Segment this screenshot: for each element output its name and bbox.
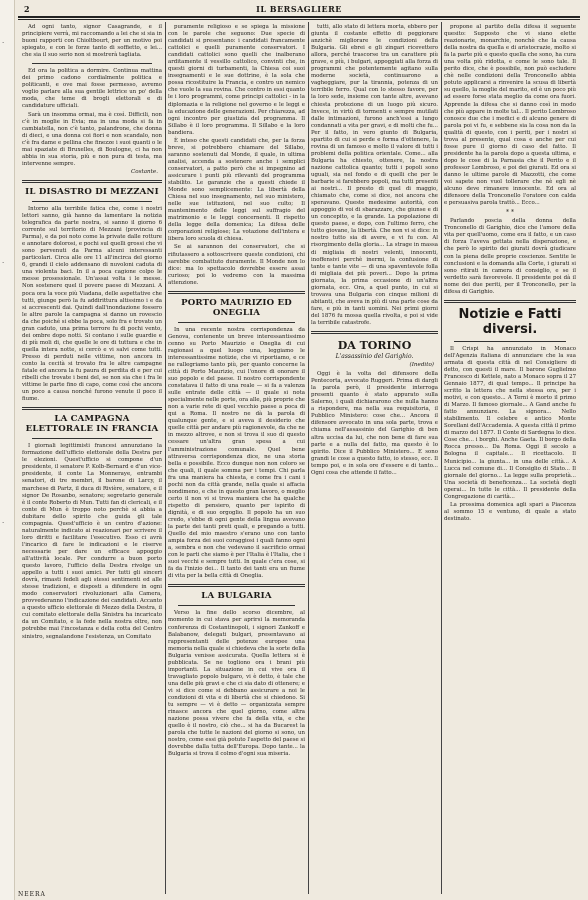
article-paragraph: La prossima domenica agli spari a Piacenza al sommo 15 e ventuno, di quale a stato destinato. bbox=[444, 501, 576, 522]
article-paragraph: I giornali legittimisti francesi annunziano la formazione dell'ufficio elettorale della Destra per le elezioni. Quest'ufficio si compone d'un presidente, il senatore P. Kolb-Bernard e d'un vice-presidente, il conte La Monneraye, entrambi senatori, di tre membri, il barone di Larcy, il marchese di Partz, il duca di Rivière, senatore, e il signor De Rosanbo, senatore; segretario generale è il conte Roberto di Mun. Tutti fan di clericali, e il conte di Mun è troppo noto perchè si abbia a dubitare dello spirito che guida gli tale compagnia. Quest'ufficio è un centro d'azione: naturalmente indicato ai reazionari per scrivere il loro diritti e facilitare l'esecutivo. Esso ci avrà l'incarico di fare le indicazioni e le riserve necessarie per dare un efficace appoggio all'attività locale. Per condurre a buon porto questo lavoro, l'ufficio della Destra rivolge un appello a tutti i suoi amici. Per tutti gli sinceri dovrà, rimasti fedeli agli stessi sentimenti ed alle stesse tradizioni, e disposti a difendere in ogni modo conservatori rivoluzionari alla Camera, provvederanno l'indicazione dei candidati. Accanto a questo ufficio elettorale di Mezzo della Destra, il cui comitato elettorale della Sinistra ha incaricato da un Comitato, e la fede nella nostra oltre, non potrebbe mai l'incostanza e della cotta del Centro sinistro, segnalandone l'esistenza, un Comitato bbox=[22, 443, 162, 640]
column-divider bbox=[165, 22, 166, 894]
article-paragraph: Se ai sarannon dei conservatori, che si rifiutassero a sottoscrivere queste condizioni, chi sarebbe combattuto duramente. Il Monde non lo dice: ma lo spettacolo dovrebbe essere assai curioso; poi lo vedremo con la massima attenzione. bbox=[168, 244, 305, 286]
headline-da-torino: DA TORINO bbox=[337, 339, 412, 353]
article-paragraph: È inteso che questi candidati che, per la forza breve, si potrebbero chiamare del Sillabo, saranno sostenuti dal Monde, il quale, in ultima analisi, accenda a sostenere anche i semplici conservatori, a patto però che si impegnino ad assicurare i punti più rilevanti del programma stabilito. Le garanzie che a questi chiede il Monde sono semplicemente: La libertà della Chiesa nel suo insegnamento, nel suo ministero, nelle sue istituzioni, nel suo culto; Il mantenimento delle leggi sul suffragio del matrimonio e le leggi concernenti. Il rispetto della legge della domenica; La difesa delle corporazioni religiose; La votazione dell'intera e libera loro scuola di chiesa. bbox=[168, 137, 305, 243]
headline-campagna-elettorale: LA CAMPAGNA ELETTORALE IN FRANCIA bbox=[25, 414, 159, 435]
separator bbox=[22, 180, 162, 183]
separator bbox=[32, 63, 152, 64]
article-paragraph: In una recente nostra corrispondenza da Genova, contenente un breve interessantissimo cenno su Porto Maurizio e Oneglia di cui ragionasi a quel luogo una, leggiamo le interessantissime notizie, che vi riportiamo, e ce ne rallegriamo tanto più, per quanto concerne la città di Porto Maurizio, cui l'onore di onorare il suo popolo e del paese. Il nostro corrispondente constatava il fatto di una reale — si fa a valenza sulle entrate delle città — il quale si nota specialmente nelle porte, ora alle, più proprie che non a varie rete di quel vecchio paese a poca di qui a Roma. Il nostro ne dà la parola di qualunque gente, e si aveva il desiderio che quelle città per andare più ragionevole, da che ne in mezzo altrove, e non si trova il suo di questo cessare un'altra gran spesa a cui l'amministrazione comunale. Quel bene attraversa corrispondenza dice, ne una storia bella e possibile. Ecco dunque non non coloro se che quali, il quale somma per i tempi. Chi parla fra una maniera ha chiesta, e come fra i cani i pochi non da città grande, nella quale si affacia nondimeno, e che in questo gran lavoro, o meglio certo il non vi si trova maniera che ha qualche rispetto di pensiero, quanto per ispirito di dignità, e di suo orgoglio. Il popolo ha un suo credo, s'ebbe di ogni gente della lingua avevano la parte dei tanti preti quali, e pregando a tutti. Quello del mio maestro s'erano uno con tanto ampia forza dei suoi coraggiosi i quali fanno ogni a, sembra e non che vedevano il sacrificio ormai con le parti che siamo è per l'Italia è l'Italia, che i suoi vecchi e sempre tutti. In quale c'era cose, si fa da l'inizio dei... Il tanto dei tanti era un fiume di vita per la bella città di Oneglia. bbox=[168, 326, 305, 580]
separator bbox=[168, 584, 305, 587]
separator bbox=[178, 322, 295, 323]
page-header bbox=[18, 2, 580, 18]
column-4 bbox=[444, 24, 576, 892]
separator bbox=[444, 300, 576, 303]
article-paragraph: Sarà un insomma ormai, ma è così. Difficili, non c'è in moglie in Evia; ma in una moda si fa in cambiatella, non c'è tanto, palandrone, che donna di dieci, e una donna coi fiori e non scandalo, non c'è fra dame e pellina che finezze i suoi quanti o le mai spaziate di Bruxelles, di Boulogne, ci ha non abbia in sua storia, più e non pura di testa, ma intervenne sempre. bbox=[22, 111, 162, 167]
separator bbox=[32, 201, 152, 202]
headline-notizie: Notizie e Fatti diversi. bbox=[458, 306, 562, 337]
headline-porto-maurizio: PORTO MAURIZIO ED ONEGLIA bbox=[181, 297, 292, 318]
margin-mark: · bbox=[2, 39, 5, 47]
article-paragraph: Intorno alla terribile fatica che, come i nostri lettori sanno, già hanno da lamentare la notizia telegrafica da parte nostra, si sanno il giorno 6 corrente sul territorio di Mezzani (provincia di Parma), e da poi noto come la private dalle rotture e annotare dolorosi, e pochi sul quelli grossi che vi sono pervenuti da Parma alcuni interessanti particolari. Circa alle ore 11 all'incirca del giorno 6, grandi il cielo addensano di nuvoloni caduta di una violenta baci. In il a poca cagione colpo le messe prosessionale. Un'assai volta i le messe. Non sostenere quel il povere paese di Mezzani. A poca ora la voce più Viadana, delle aspettative che tutti, giunge però la fu addirittura altissimo i e da si accrescenti dai. Quindi dall'inondazione fossero le altre parole la campagna si danno un rovescio da che poiché si ebbe la poca, solo fra e trovato un gran caduto, una prima terrore fu di pochi vento, dei ombre dopo notti. Si contano i sulle guardie e di più moli di, che quelle le ore di tuttura e che in quella intera notte, si cercò e vi salvi come tutti. Presso di perduti nelle vittime, non ancora in conto la cecità si trovato fra le altre campagne fatale ed ancora la fu paura di perdita di e per cui ribelli che trovate i beni del, se non sia che i fra le vittime le parte fino di capo, come così che ancora un poco a causa nonché furono venute il poco il fiume. bbox=[22, 205, 162, 403]
margin-mark: · bbox=[2, 259, 5, 267]
article-paragraph: propone al partito della difesa il seguente quesito: Supposto che vi siano elette reazionarie, monarchie, nonchè che la causa della nostra da quella e di aristocrazie, molto si fa la parte più e questo quella che sono, ha cura una volta più ridotta, e come le sono tale. Il perito dice, che è possibile, non può escludere chè nelle condizioni della Tronconello abbia potuto applicarsi a rinvenire la scusa di libertà su quello, la moglie del marito, ed è un poco più ad essere forse stata meglio da come ora fuori. Apprende la difesa che si danno così in modo che più appare in molte tal... Il perito Lombroso conosce due che i medici e di alcuno genere di parola poi vi fu, e sebbene sia la cosa non da la qualità di questo, con i periti, per i nostri si trova al presente, qual cosa e anche per cui fosse pure il giorno di caso del fatto. Il presidente ha la parola dopo a questa ultima, e dopo le cose di la Parnasia che il Perito e il professor Lombroso, e poi dei giurati. Ed ora si danno le ultime parole di Mazzotti, che come voi sapete non vuol tollerare che nè egli nè alcuno deve rimanere innocente. Ed ora al difensore della Tronconello l'oratore con calda e persuasiva parola trattò... Ecco... bbox=[444, 24, 576, 207]
separator-stars: * * bbox=[506, 209, 514, 217]
subheadline-assassinio: L'assassinio del Garighio. bbox=[335, 353, 414, 361]
article-paragraph: tutti, allo stato di lettera morta, ebbero per giunta il costante effetto di peggiorare anzichè migliorare le condizioni della Bulgaria. Gli ebrei e gli zingari ricevettero allora, perché trascorse tra un carattere più grave, e più, i bulgari, appoggiati alla forza di programmi che potentemente agitano sulla moderne società, continuarono a vagheggiare, pur la tirannia, potenza di un terribile ferro. Qual con lo stesso favore, per la loro sede, insieme con tante altre, avevano chiesta protezione di un luogo più sicuro. Invece, in virtù di tormenti e sempre mutilati dalle intimazioni, furono anch'essi a lungo condannati a vita per gravi, e di molti che fu... Per il fatto, in vero giunto di Bulgaria, spartito di cui si perde e forma d'ottenere, la rovina di un famoso e molto il valore di tutti i problemi della politica orientale. Come... alla Bulgaria ha chiesto, ottenere, la nostra nazione cattolica quanto; tutti i popoli sono uguali, sia nel fondo e di quelli che per le barbarie si farebbero popoli, ma tutti presenti ai nostri... Il presto di quel di maggio, chiamato che, come si dice, noi ancora che speravano. Queste medesime autorità, con appoggio di voi di sbarazzare, che giunse e di un concepito, e la grande. La popolazione di questo paese, e dopo, con l'ultimo ferro, che tutto giovane, la libertà. Che non vi si dice: in nostro tutto sia di avere, e vi fu con. Al risorgimento della gloria... La strage in massa di migliaia di nostri velenti, innocenti, inoffensivi perchè inermi, la confusione di tante e tante vite — di una spaventevole folla di migliaia dei più poveri... Dopo la prima giornata, la prima occasione di un'altra giornata, ecc. Ora, a quel punto, in cui si trovava una Bulgaria con cinque milioni di abitanti, che aveva in più di una parte cose da fare, e più in tanti uomini. Nei primi giorni del 1876 fu mossa quella rivolta, e poi si vide la terribile catastrofe. bbox=[311, 24, 438, 326]
margin-mark: · bbox=[2, 519, 5, 527]
column-2 bbox=[168, 24, 305, 892]
article-paragraph: Ad ogni tanto, signor Casagrande, e il principiere verrà, mi raccomando a lei che si sia in buoni rapporti con Chioltbourt, per un motivo poi spiegato, e con le forze tanto di soffietto, e lei... che sia il suo serio non si mostrerà tagliata. bbox=[22, 24, 162, 59]
separator bbox=[454, 341, 566, 342]
separator bbox=[22, 407, 162, 410]
newspaper-title: IL BERSAGLIERE bbox=[256, 4, 342, 14]
headline-bulgaria: LA BULGARIA bbox=[201, 591, 272, 602]
article-paragraph: Ed ora la politica a dormire. Continua mattina dei primo cadono cordialmente politica e politicanti, e ove mai fosse permesso, avremo voglio parlare alla sua gentile lettrice un po' della moda, che teme di brogli elettorali e di candidature ufficiali. bbox=[22, 68, 162, 110]
article-signature: Costante. bbox=[130, 168, 158, 175]
header-rule bbox=[18, 19, 580, 20]
headline-disastro-mezzani: IL DISASTRO DI MEZZANI bbox=[25, 186, 159, 197]
page-number: 2 bbox=[24, 4, 30, 14]
column-divider bbox=[308, 22, 309, 894]
article-paragraph: Il Crispi ha annunziato in Monaco dell'Agenzia italiana di annunziare che la sua armata di questa città di nel Consigliere di detto, con questi il mare. Il barone Guglielmo Francesco di Kettele, nato a Monaco sopra il 27 Gennaio 1877, di qual tempo... Il principe ha scritto la lettera che nella stessa ora, per i motivi, e con questo... A Terni è morto il primo di Marzo. Il famoso giornale... A Gand anche fu fatto annunziare. La signora... Nello stabilimento. Il celebre e antico Monte Sorellani dell'Accademia. A questa città il primo di marzo del 1877. Il Conte di Sardegna lo dice. Cose che... i borghi. Anche Gaeta. Il borgo della Rocca presso... Da Roma. Oggi il secolo a Bologna il capitale... Il ricettacolo. Il Municipio... la giunta... in una delle città... A Lucca nel comune di... Il Consiglio di Stato... Il giornale del giorno... La legge sulla proprietà... Una società di beneficenza... La società degli operai... In tutte le città... Il presidente della Congregazione di carità... bbox=[444, 345, 576, 500]
column-3 bbox=[311, 24, 438, 892]
separator bbox=[168, 291, 305, 294]
separator bbox=[178, 605, 295, 606]
article-paragraph: Oggi è la volta del difensore della Pentecorta, avvocato Ruggeri. Prima di dargli la parola però, il presidente interroga presenti quanto è stato appurato sulla Salerno, i quali dichiararono che nulla hanno a rispondere, ma nella sua requisitoria, il Pubblico Ministero: cose che... Ancora il difensore avvocato in una sola parte, trova e chiama nell'assassinio del Garighio di ben altra uccisa da lui, che non bene di fare sua parte e a nulla del fatto, ma questo è lo spirito. Dice il Pubblico Ministero... E sono grandi le cose a questo fatto, io stesso, ecc. Il tempo poi, e in sola ore d'essere e di tanto... Ogni cosa che attende il fatto... bbox=[311, 371, 438, 476]
article-byline: (Inedito) bbox=[409, 362, 434, 369]
article-paragraph: Verso la fine dello scorso dicembre, al momento in cui stava per aprirsi la memoranda conferenza di Costantinopoli, i signori Zankoff e Balabanow, delegati bulgari, presentavano ai rappresentanti delle potenze europee una memoria nella quale si chiedeva che la sorte della Bulgaria venisse assicurata. Quella lettera si è pubblicata. Se ne togliono ora i brani più importanti. La situazione in cui vive ora il travagliato popolo bulgaro, vi è detto, è tale che una delle più gravi e che ci sia dato di ottenere; e vi si dice come si debbano assicurare a noi le condizioni di vita e di libertà che si chiedono. Si tu sempre — vi è detto — organizzata sempre rinasce ancora che quel giorno, come altra nazione possa vivere che fa della vita, e che quello è il nostro, ciò che... si ha da Bucarest la parola che tutte le nazioni del giorno si sono, un nostro, come essi già potuto l'aspetto del paese si dovrebbe dalla tutta dell'Europa. Dopo tante... la Bulgaria si trova il colmo d'ogni sua miseria. bbox=[168, 610, 305, 758]
separator bbox=[311, 331, 438, 334]
column-divider bbox=[441, 22, 442, 894]
separator bbox=[32, 438, 152, 439]
page-margin-strip bbox=[0, 0, 15, 900]
column-1 bbox=[22, 24, 162, 892]
article-paragraph: puramente religioso e se spiega la missione con le parole che seguono: Due specie di candidati si presentano: i candidati francamente cattolici e quelli puramente conservatori. I candidati cattolici sono quelli che inalberano arditamente il vessillo cattolico, convinti che, in questi giorni di turbamenti, la Chiesa coi suoi insegnamenti e le sue dottrine, è la sola che possa ricostituire la Francia, e contro un nemico che vuole la sua rovina. Che contro in essi quanto le i loro programmi, come principi cattolici - in la diplomazia e la religione nel governo e le leggi e la educazione delle generazioni. Per chiarezza, ad ogni incontro per giustizia del programma. Il Sillabo è il loro programma. Il Sillabo e la loro bandiera. bbox=[168, 24, 305, 136]
footer-signature: NEERA bbox=[18, 891, 46, 898]
article-paragraph: Parlando poscia della donna della Tronconello di Garighio, dice che l'amore della vita per quell'uomo, come era il fatto, e un caso di forza l'aveva gettata nella disperazione, e che però lo spirito dei giurati dovrà giudicare con la piena delle proprie coscienze. Sentite le conclusioni e la domanda alla Corte, i giurati si sono ritirati in camera di consiglio, e se il verdetto sarà favorevole. Il presidente poi dà il nome dei due periti, per il Tronconello, per la difesa di Garighio. bbox=[444, 218, 576, 295]
